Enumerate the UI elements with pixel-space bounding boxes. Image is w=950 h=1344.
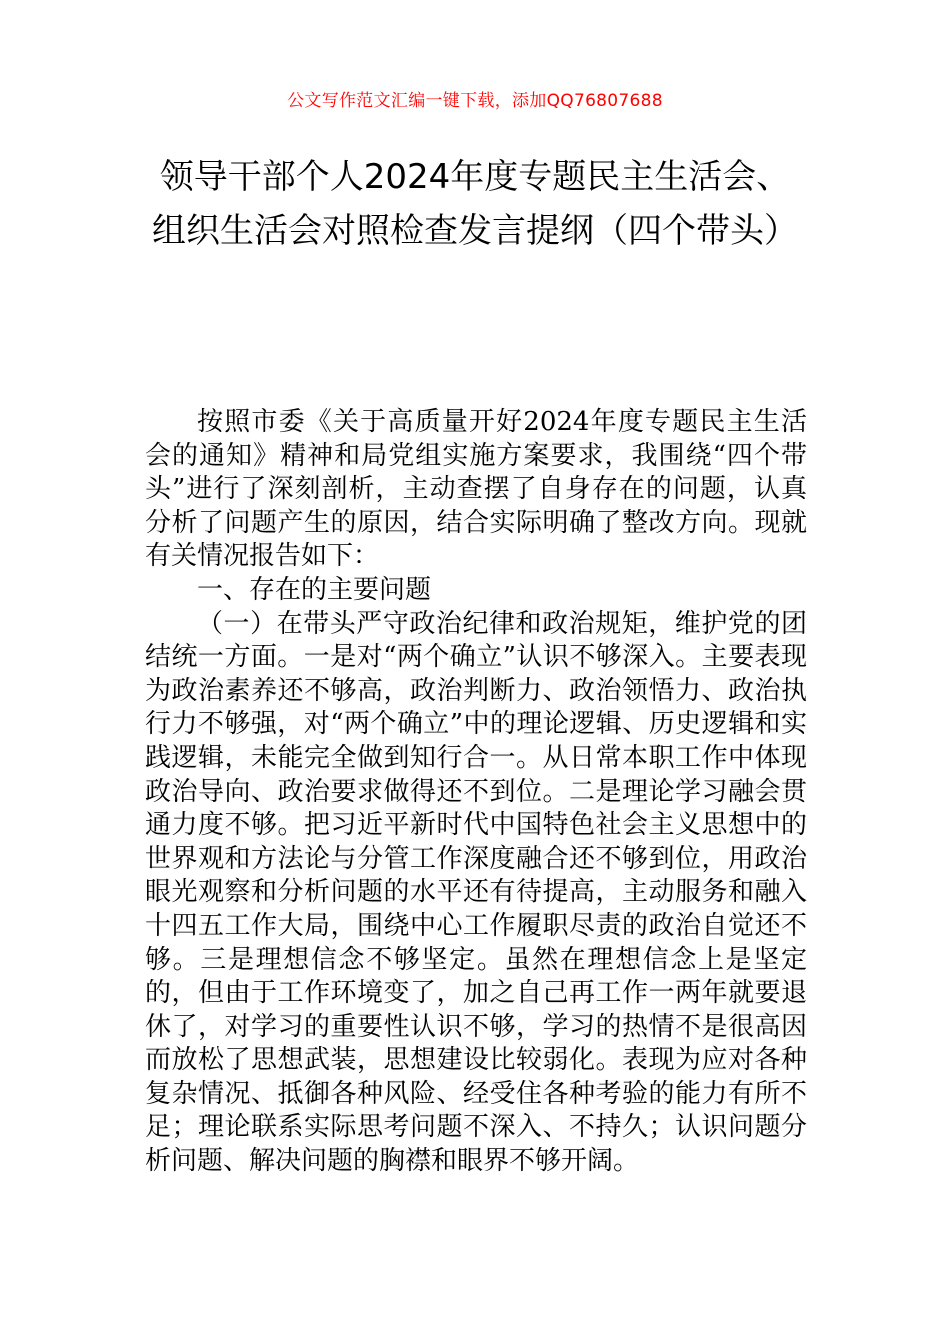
body-paragraph: （一）在带头严守政治纪律和政治规矩，维护党的团结统一方面。一是对“两个确立”认识不够深入。主要表现为政治素养还不够高，政治判断力、政治领悟力、政治执行力不够强，对“两个确立”中的理论逻辑、历史逻辑和实践逻辑，未能完全做到知行合一。从日常本职工作中体现政治导向、政治要求做得还不到位。二是理论学习融会贯通力度不够。把习近平新时代中国特色社会主义思想中的世界观和方法论与分管工作深度融合还不够到位，用政治眼光观察和分析问题的水平还有待提高，主动服务和融入十四五工作大局，围绕中心工作履职尽责的政治自觉还不够。三是理想信念不够坚定。虽然在理想信念上是坚定的，但由于工作环境变了，加之自己再工作一两年就要退休了，对学习的重要性认识不够，学习的热情不是很高因而放松了思想武装，思想建设比较弱化。表现为应对各种复杂情况、抵御各种风险、经受住各种考验的能力有所不足；理论联系实际思考问题不深入、不持久；认识问题分析问题、解决问题的胸襟和眼界不够开阔。	[145, 608, 807, 1177]
download-notice: 公文写作范文汇编一键下载，添加QQ76807688	[287, 91, 663, 111]
section-heading: 一、存在的主要问题	[197, 574, 432, 605]
intro-paragraph: 按照市委《关于高质量开好2024年度专题民主生活会的通知》精神和局党组实施方案要求，我围绕“四个带头”进行了深刻剖析，主动查摆了自身存在的问题，认真分析了问题产生的原因，结合实际明确了整改方向。现就有关情况报告如下：	[145, 407, 807, 572]
document-title: 领导干部个人2024年度专题民主生活会、组织生活会对照检查发言提纲（四个带头）	[152, 157, 798, 251]
document-body	[145, 406, 807, 1179]
